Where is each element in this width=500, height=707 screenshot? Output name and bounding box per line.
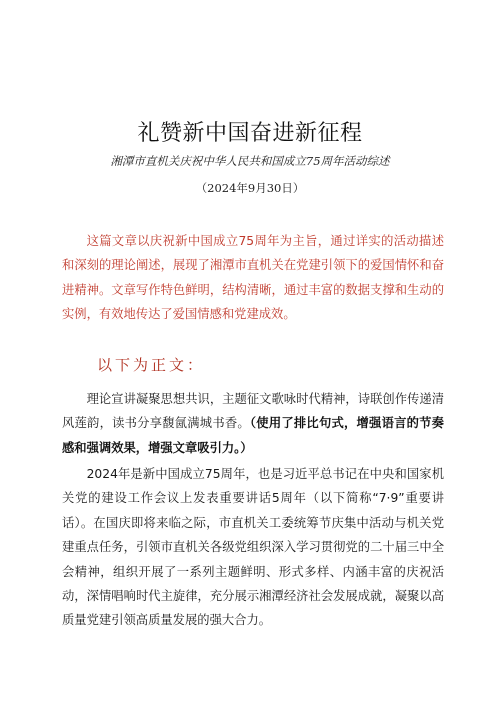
document-subtitle: 湘潭市直机关庆祝中华人民共和国成立75周年活动综述 (110, 154, 390, 168)
document-title: 礼赞新中国奋进新征程 (137, 121, 363, 146)
abstract-paragraph: 这篇文章以庆祝新中国成立75周年为主旨，通过详实的活动描述和深刻的理论阐述，展现了湘潭市直机关在党建引领下的爱国情怀和奋进精神。文章写作特色鲜明，结构清晰，通过丰富的数据支撑和生动的实例，有效地传达了爱国情感和党建成效。 (62, 234, 444, 322)
document-date: （2024年9月30日） (195, 181, 305, 195)
paragraph-1-note: （使用了排比句式，增强语言的节奏感和强调效果，增强文章吸引力。） (62, 416, 444, 455)
body-paragraph-2: 2024年是新中国成立75周年，也是习近平总书记在中央和国家机关党的建设工作会议上发表重要讲话5周年（以下简称“7·9”重要讲话）。在国庆即将来临之际，市直机关工委统筹节庆集中活动与机关党建重点任务，引领市直机关各级党组织深入学习贯彻党的二十届三中全会精神，组织开展了一系列主题鲜明、形式多样、内涵丰富的庆祝活动，深情唱响时代主旋律，充分展示湘潭经济社会发展成就，凝聚以高质量党建引领高质量发展的强大合力。 (62, 467, 444, 628)
section-label: 以下为正文： (97, 356, 206, 374)
paragraph-1-text: 理论宣讲凝聚思想共识，主题征文歌咏时代精神，诗联创作传递清风莲韵，读书分享馥氤满城书香。 (62, 392, 444, 431)
body-paragraph-1 (62, 387, 444, 460)
